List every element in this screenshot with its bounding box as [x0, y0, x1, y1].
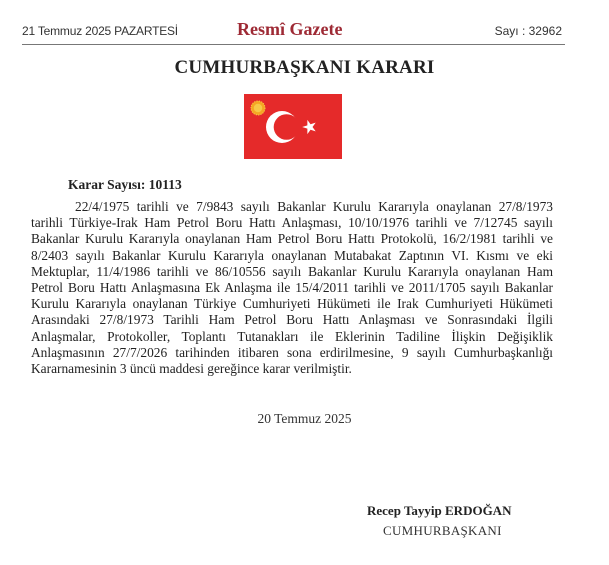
gazette-header	[22, 18, 565, 44]
body-line: Anlaşmalar, Protokoller, Toplantı Tutanakları ile Eklerinin Tadiline İlişkin Değişiklik	[31, 328, 553, 344]
body-line: 8/2403 sayılı Bakanlar Kurulu Kararıyla onaylanan Mutabakat Zaptının VI. Kısmı ve eki	[31, 247, 553, 263]
body-line: Anlaşmasının 27/7/2026 tarihinden itibaren sona erdirilmesine, 9 sayılı Cumhurbaşkanlığı	[31, 344, 553, 360]
body-line: Arasındaki 27/8/1973 Tarihli Ham Petrol Boru Hattı Anlaşması ve Sonrasındaki İlgili	[31, 312, 553, 328]
body-line: Bakanlar Kurulu Kararıyla onaylanan Ham Petrol Boru Hattı Protokolü, 16/2/1981 tarihli ve	[31, 231, 553, 247]
body-line: 22/4/1975 tarihli ve 7/9843 sayılı Bakanlar Kurulu Kararıyla onaylanan 27/8/1973	[75, 199, 553, 214]
turkish-presidential-flag-icon	[244, 94, 342, 159]
body-line: tarihli Türkiye-Irak Ham Petrol Boru Hattı Anlaşması, 10/10/1976 tarihli ve 7/12745 sayılı	[31, 215, 553, 231]
signer-name: Recep Tayyip ERDOĞAN	[367, 503, 512, 518]
decision-number: Karar Sayısı: 10113	[68, 177, 182, 192]
decision-body	[31, 199, 553, 377]
issue-number: Sayı : 32962	[494, 24, 562, 38]
document-title: CUMHURBAŞKANI KARARI	[174, 57, 435, 78]
publication-title: Resmî Gazete	[237, 19, 343, 39]
body-line: Kararnamesinin 3 üncü maddesi gereğince karar verilmiştir.	[31, 360, 352, 376]
signer-title: CUMHURBAŞKANI	[383, 523, 502, 538]
body-line: Kurulu Kararıyla onaylanan Türkiye Cumhuriyeti Hükümeti ile Irak Cumhuriyeti Hükümeti	[31, 296, 553, 312]
body-line: Mektuplar, 11/4/1986 tarihli ve 86/10556 sayılı Bakanlar Kurulu Kararıyla onaylanan Ham	[31, 263, 553, 279]
body-line: Petrol Boru Hattı Anlaşmasına Ek Anlaşma ile 15/4/2011 tarihli ve 2011/1705 sayılı Bakanlar	[31, 279, 553, 295]
signature-date: 20 Temmuz 2025	[257, 411, 352, 426]
header-divider	[22, 44, 565, 45]
header-date: 21 Temmuz 2025 PAZARTESİ	[22, 24, 178, 38]
